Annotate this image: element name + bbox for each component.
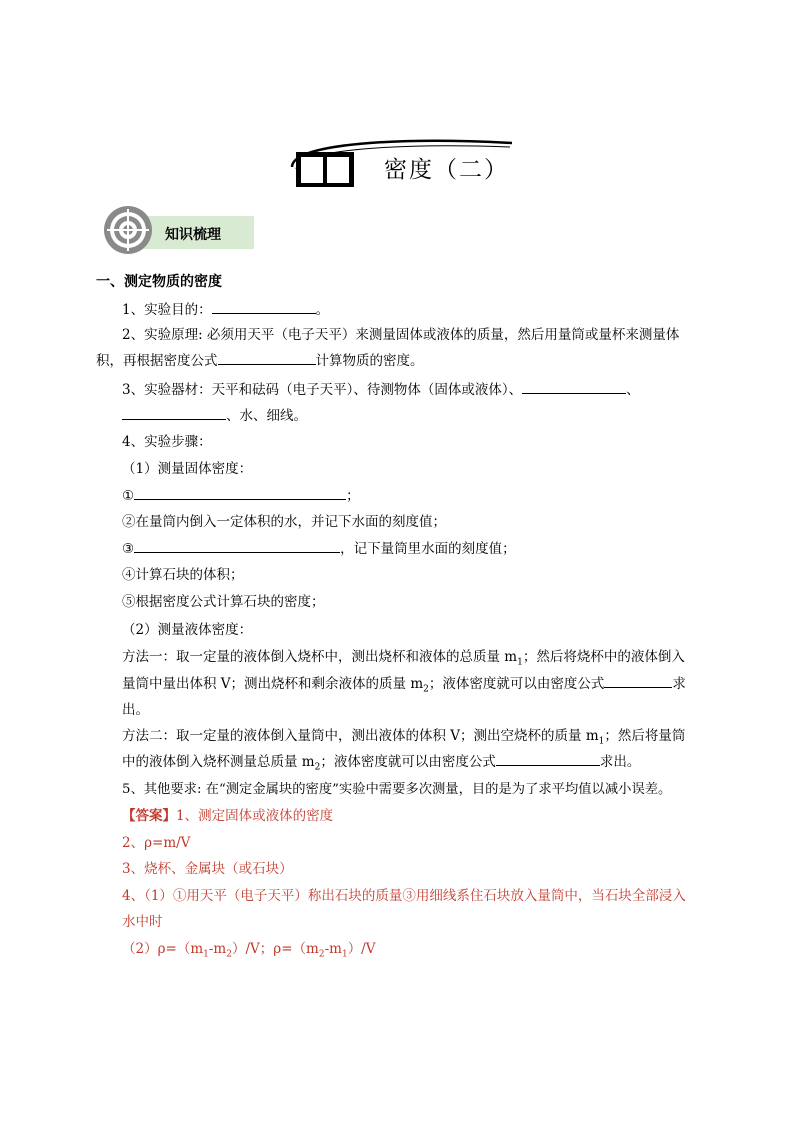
- step-liquid-heading: （2）测量液体密度：: [122, 622, 253, 638]
- answer-label: 【答案】: [122, 808, 176, 824]
- answer-2: 2、ρ=m/V: [122, 835, 191, 851]
- answer-blank[interactable]: [496, 751, 600, 766]
- step-solid-5: ⑤根据密度公式计算石块的密度；: [122, 594, 325, 610]
- answer-3: 3、烧杯、金属块（或石块）: [122, 861, 293, 877]
- method-1-line-1: 方法一：取一定量的液体倒入烧杯中，测出烧杯和液体的总质量 $m_1$；然后将烧杯中的液体倒入: [122, 649, 685, 668]
- answer-blank[interactable]: [212, 299, 316, 314]
- answer-4-line-2: 水中时: [122, 914, 163, 930]
- section-badge-label: 知识梳理: [165, 227, 221, 243]
- method-1-line-3: 出。: [122, 702, 149, 718]
- answer-blank[interactable]: [134, 538, 340, 553]
- method-2-line-1: 方法二：取一定量的液体倒入量筒中，测出液体的体积 V；测出空烧杯的质量 $m_1$；然后将量筒: [122, 728, 686, 747]
- item-3-line-2: 、水、细线。: [122, 403, 307, 429]
- method-2-line-2: 中的液体倒入烧杯测量总质量 $m_2$；液体密度就可以由密度公式 求出。: [122, 749, 640, 775]
- step-solid-2: ②在量筒内倒入一定体积的水，并记下水面的刻度值；: [122, 514, 446, 530]
- item-2-line-1: 2、实验原理: 必须用天平（电子天平）来测量固体或液体的质量，然后用量筒或量杯来测量体: [122, 327, 680, 343]
- answer-4-line-3: $(2)\rho=(m_1-m_2)/V$；$\rho=(m_2-m_1)/V$: [122, 941, 376, 960]
- step-solid-heading: （1）测量固体密度：: [122, 461, 253, 477]
- item-1: 1、实验目的： 。: [122, 297, 329, 323]
- section-heading: 一、测定物质的密度: [96, 274, 222, 290]
- answer-blank[interactable]: [522, 379, 626, 394]
- item-4: 4、实验步骤：: [122, 434, 212, 450]
- step-solid-1: ① ；: [122, 483, 360, 509]
- step-solid-3: ③ ，记下量筒里水面的刻度值；: [122, 536, 516, 562]
- answer-4-line-1: 4、（1）①用天平（电子天平）称出石块的质量③用细线系住石块放入量筒中，当石块全部浸入: [122, 888, 686, 904]
- item-5: 5、其他要求: 在“测定金属块的密度”实验中需要多次测量，目的是为了求平均值以减小误差。: [122, 782, 672, 797]
- step-solid-4: ④计算石块的体积；: [122, 567, 244, 583]
- method-1-line-2: 量筒中量出体积 V；测出烧杯和剩余液体的质量 $m_2$；液体密度就可以由密度公式 求: [122, 671, 686, 697]
- answer-blank[interactable]: [122, 405, 226, 420]
- item-2-line-2: 积，再根据密度公式 计算物质的密度。: [96, 348, 424, 374]
- answer-blank[interactable]: [604, 673, 672, 688]
- answer-blank[interactable]: [134, 485, 346, 500]
- item-3-line-1: 3、实验器材：天平和砝码（电子天平）、待测物体（固体或液体）、 、: [122, 377, 640, 403]
- answer-1: 【答案】1、测定固体或液体的密度: [122, 808, 334, 824]
- answer-blank[interactable]: [218, 350, 316, 365]
- page-title: 密度（二）: [384, 157, 509, 183]
